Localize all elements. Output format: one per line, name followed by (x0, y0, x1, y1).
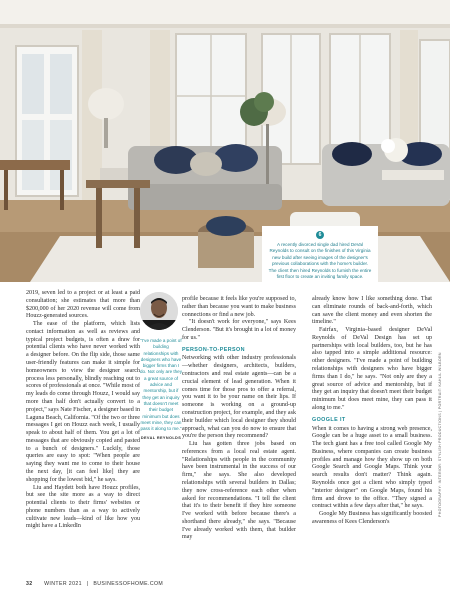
living-room-photo (0, 0, 450, 282)
paragraph: When it comes to having a strong web presence, Google can be a huge asset to a small business. The tech giant has a free tool called Google My Business, where companies can create business profiles and manage how they show up on both Google Search and Google Maps. Think your search results don't matter? Think again. Reynolds once got a client who simply typed "interior designer" on Google Maps, found his firm and drove to the office. "They signed a contract within a few days after that," he says. (312, 425, 432, 510)
photo-caption (262, 226, 378, 286)
footer-separator (37, 581, 39, 587)
paragraph: Liu and Haydett both have Houzz profiles, but see the site more as a way to direct potential clients to their firms' websites or phone numbers than as a way to actively cultivate new leads—kind of like how you might have a LinkedIn (26, 484, 140, 530)
site-url: BUSINESSOFHOME.COM (93, 581, 164, 587)
section-heading-google-it: GOOGLE IT (312, 416, 346, 423)
paragraph: Google My Business has significantly boosted awareness of Kees Clenderson's (312, 511, 432, 525)
living-room-illustration (0, 0, 450, 282)
page-footer (26, 581, 163, 587)
caption-text: A recently divorced single dad hired DeVal Reynolds to consult on the finishes of this Virginia new build after seeing images of the designer's previous collaborations with the home's builder. The client then hired Reynolds to furnish the entire first floor to create an inviting family space. (268, 242, 372, 280)
pull-quote-text: "I've made a point of building relationships with designers who have bigger firms than I do. Not only are they a great source of advice and mentorship, but if they get an inquiry that doesn't meet their budget minimum but does meet mine, they can pass it along to me." (140, 338, 182, 432)
page-number: 32 (26, 581, 33, 587)
article-column-3 (312, 296, 432, 527)
article-column-2 (182, 296, 296, 542)
section-heading-person-to-person: PERSON-TO-PERSON (182, 346, 245, 353)
paragraph: Networking with other industry professionals—whether designers, architects, builders, contractors and real estate agents—can be a crucial element of lead generation. When it comes time for those pros to offer a referral, you want it to be your name on their lips. If someone is working on a ground-up construction project, for example, and they ask their builder which local designer they should approach, what can you do now to ensure that you're the person they recommend? (182, 355, 296, 440)
footer-separator: | (86, 581, 89, 587)
paragraph: profile because it feels like you're supposed to, rather than because you want to make business connections or find a new job. (182, 296, 296, 318)
designer-portrait (140, 292, 178, 330)
photo-credit: PHOTOGRAPHY: INTERIOR: STYLISH PRODUCTIONS | PORTRAIT: KAHLIL WILBORN (438, 352, 442, 518)
portrait-illustration (140, 292, 178, 330)
pull-quote (140, 338, 182, 442)
pull-quote-attribution: DEVAL REYNOLDS (140, 436, 182, 441)
paragraph: Fairfax, Virginia–based designer DeVal Reynolds of DeVal Design has set up partnerships with local builders, too, but he has also tapped into a simple additional resource: other designers. "I've made a point of building relationships with designers who have bigger firms than I do," he says. "Not only are they a great source of advice and mentorship, but if they get an inquiry that doesn't meet their budget minimum but does meet mine, they can pass it along to me." (312, 327, 432, 411)
caption-marker-icon: 6 (316, 231, 324, 239)
issue-label: WINTER 2021 (44, 581, 82, 587)
paragraph: 2019, seven led to a project or at least a paid consultation; she estimates that more than $200,000 of her 2020 revenue will come from Houzz-generated sources. (26, 290, 140, 320)
paragraph: The ease of the platform, which lists contact information as well as reviews and typical project budgets, is often a draw for potential clients who have never worked with a designer before. On the flip side, those same user-friendly features can make it simple for homeowners to view the designer search process less personally, blindly reaching out to scores of professionals at once. "While most of my leads do come through Houzz, I would say more than half don't actually convert to a project," says Nate Fischer, a designer based in Laguna Beach, California. "Of the two or three messages I get on Houzz each week, I usually speak to about half of them. You get a lot of messages that are obviously copied and pasted to a bunch of designers." Luckily, those queries are easy to spot: "When people are saying they want me to come to their house the next day, [it can feel like] they are shopping for the lowest bid," he says. (26, 321, 140, 483)
paragraph: Liu has gotten three jobs based on references from a local real estate agent. "Relationships with people in the community have been instrumental in the success of our firm," she says. She also developed relationships with several builders in Dallas; they now cross-reference each other when asked for recommendations. "I tell the client that it's to their benefit if they hire someone I've worked with before because there's a shorthand there already," she says. "Because I've already worked with them, that builder may (182, 441, 296, 541)
article-column-1 (26, 290, 140, 531)
paragraph: already know how I like something done. That can eliminate rounds of back-and-forth, which can save the client money and even shorten the timeline." (312, 296, 432, 326)
paragraph: "It doesn't work for everyone," says Kees Clenderson. "But it's brought in a lot of money for us." (182, 319, 296, 341)
